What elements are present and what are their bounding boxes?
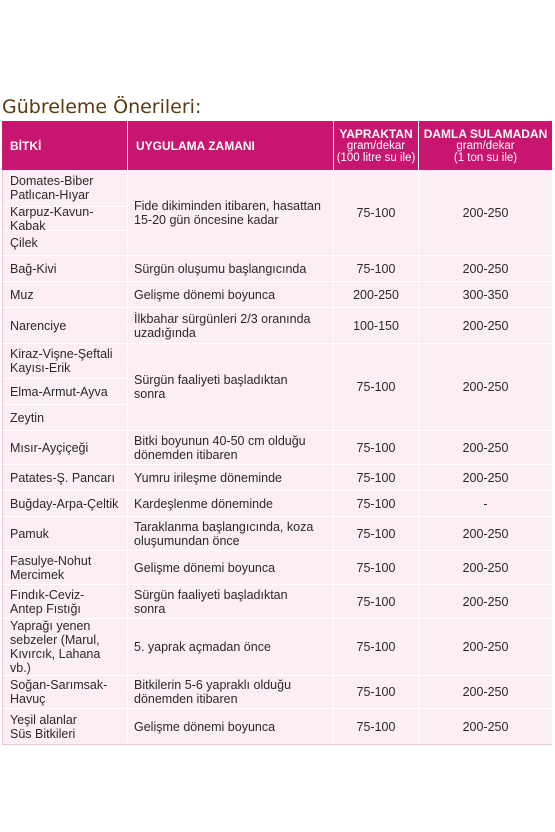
- crop-cell: [2, 517, 128, 551]
- crop-name: Mısır-Ayçiçeği: [10, 440, 89, 455]
- drip-dose: 200-250: [419, 465, 553, 491]
- timing-line: sonra: [134, 601, 166, 616]
- crop-cell: [2, 344, 128, 431]
- drip-dose: 200-250: [419, 344, 553, 431]
- crop-name: Elma-Armut-Ayva: [10, 384, 108, 399]
- fertilization-table: [2, 121, 553, 745]
- foliar-dose: 75-100: [334, 170, 419, 256]
- timing-line: Sürgün faaliyeti başladıktan: [134, 373, 288, 387]
- crop-name: Zeytin: [10, 410, 45, 425]
- crop-name: Süs Bitkileri: [10, 726, 76, 741]
- table-row: [2, 256, 553, 282]
- table-row: [2, 517, 553, 551]
- table-row: [2, 282, 553, 308]
- timing-cell: [128, 619, 334, 676]
- crop-cell: [2, 619, 128, 676]
- crop-name: Muz: [10, 287, 34, 302]
- timing-line: dönemden itibaren: [134, 692, 238, 706]
- drip-dose: 200-250: [419, 551, 553, 585]
- crop-subcell: [3, 170, 127, 207]
- crop-name: Domates-Biber: [10, 174, 94, 188]
- crop-name: Mercimek: [10, 567, 65, 582]
- foliar-dose: 75-100: [334, 619, 419, 676]
- crop-name: Pamuk: [10, 526, 49, 541]
- foliar-dose: 75-100: [334, 709, 419, 745]
- drip-dose: 300-350: [419, 282, 553, 308]
- timing-line: 5. yaprak açmadan önce: [134, 640, 271, 654]
- crop-cell: [2, 431, 128, 465]
- header-foliar-unit: gram/dekar: [346, 139, 406, 152]
- foliar-dose: 75-100: [334, 491, 419, 517]
- timing-cell: [128, 551, 334, 585]
- timing-cell: [128, 431, 334, 465]
- timing-cell: [128, 465, 334, 491]
- foliar-dose: 75-100: [334, 465, 419, 491]
- timing-cell: [128, 585, 334, 619]
- crop-name: Antep Fıstığı: [10, 601, 81, 616]
- header-drip-title: DAMLA SULAMADAN: [423, 126, 548, 141]
- header-drip-unit: gram/dekar: [456, 139, 515, 152]
- crop-cell: [2, 282, 128, 308]
- timing-cell: [128, 256, 334, 282]
- foliar-dose: 75-100: [334, 551, 419, 585]
- crop-subcell: [3, 379, 127, 405]
- foliar-dose: 75-100: [334, 344, 419, 431]
- table-row: [2, 431, 553, 465]
- table-row: [2, 676, 553, 709]
- table-row: [2, 619, 553, 676]
- timing-line: 15-20 gün öncesine kadar: [134, 212, 279, 227]
- timing-line: Gelişme dönemi boyunca: [134, 719, 276, 734]
- timing-line: Bitkilerin 5-6 yapraklı olduğu: [134, 678, 292, 692]
- page-title: Gübreleme Önerileri:: [2, 96, 202, 118]
- drip-dose: 200-250: [419, 308, 553, 344]
- drip-dose: 200-250: [419, 431, 553, 465]
- crop-cell: [2, 491, 128, 517]
- timing-line: oluşumundan önce: [134, 533, 240, 548]
- foliar-dose: 75-100: [334, 676, 419, 709]
- crop-name: Soğan-Sarımsak-: [10, 678, 108, 692]
- timing-line: Fide dikiminden itibaren, hasattan: [134, 198, 321, 213]
- header-crop: BİTKİ: [2, 121, 128, 170]
- drip-dose: 200-250: [419, 517, 553, 551]
- table-row: [2, 308, 553, 344]
- crop-name: Fasulye-Nohut: [10, 553, 92, 568]
- crop-name: Kayısı-Erik: [10, 361, 71, 375]
- crop-cell: [2, 170, 128, 256]
- timing-cell: [128, 709, 334, 745]
- foliar-dose: 200-250: [334, 282, 419, 308]
- timing-line: Taraklanma başlangıcında, koza: [134, 519, 314, 534]
- timing-cell: [128, 344, 334, 431]
- drip-dose: 200-250: [419, 676, 553, 709]
- foliar-dose: 75-100: [334, 256, 419, 282]
- header-application-time: UYGULAMA ZAMANI: [128, 121, 334, 170]
- foliar-dose: 75-100: [334, 431, 419, 465]
- crop-name: Fındık-Ceviz-: [10, 587, 85, 602]
- timing-line: İlkbahar sürgünleri 2/3 oranında: [134, 311, 311, 326]
- timing-line: Bitki boyunun 40-50 cm olduğu: [134, 433, 306, 448]
- crop-name: Kiraz-Vişne-Şeftali: [10, 347, 113, 361]
- crop-name: Havuç: [10, 692, 46, 706]
- drip-dose: 200-250: [419, 585, 553, 619]
- crop-name: Bağ-Kivi: [10, 261, 57, 276]
- timing-line: Kardeşlenme döneminde: [134, 496, 273, 511]
- header-foliar-title: YAPRAKTAN: [339, 126, 413, 141]
- crop-name: Narenciye: [10, 318, 67, 333]
- header-foliar: [334, 121, 419, 170]
- crop-name: Yaprağı yenen: [10, 619, 91, 633]
- timing-line: Gelişme dönemi boyunca: [134, 560, 276, 575]
- crop-name: Patates-Ş. Pancarı: [10, 470, 115, 485]
- drip-dose: 200-250: [419, 709, 553, 745]
- header-foliar-note: (100 litre su ile): [336, 151, 416, 164]
- crop-cell: [2, 585, 128, 619]
- drip-dose: -: [419, 491, 553, 517]
- table-header-row: [2, 121, 553, 170]
- crop-name: Yeşil alanlar: [10, 712, 77, 727]
- crop-cell: [2, 709, 128, 745]
- timing-line: Gelişme dönemi boyunca: [134, 287, 276, 302]
- crop-cell: [2, 676, 128, 709]
- crop-name: Kıvırcık, Lahana vb.): [10, 647, 101, 675]
- crop-subcell: [3, 231, 127, 255]
- timing-line: Sürgün faaliyeti başladıktan: [134, 587, 288, 602]
- table-row: [2, 709, 553, 745]
- timing-line: sonra: [134, 387, 166, 401]
- timing-cell: [128, 282, 334, 308]
- crop-name: Buğday-Arpa-Çeltik: [10, 496, 119, 511]
- crop-name: Patlıcan-Hıyar: [10, 188, 90, 202]
- header-drip: [419, 121, 553, 170]
- header-drip-note: (1 ton su ile): [453, 151, 518, 164]
- timing-cell: [128, 517, 334, 551]
- foliar-dose: 100-150: [334, 308, 419, 344]
- foliar-dose: 75-100: [334, 585, 419, 619]
- timing-line: uzadığında: [134, 325, 196, 340]
- timing-line: Yumru irileşme döneminde: [134, 470, 282, 485]
- timing-cell: [128, 676, 334, 709]
- table-row: [2, 465, 553, 491]
- crop-subcell: [3, 405, 127, 430]
- crop-cell: [2, 308, 128, 344]
- crop-name: Karpuz-Kavun-Kabak: [10, 204, 94, 233]
- crop-subcell: [3, 344, 127, 379]
- table-row: [2, 551, 553, 585]
- timing-line: Sürgün oluşumu başlangıcında: [134, 261, 307, 276]
- drip-dose: 200-250: [419, 256, 553, 282]
- crop-name: sebzeler (Marul,: [10, 633, 100, 647]
- timing-line: dönemden itibaren: [134, 447, 238, 462]
- crop-cell: [2, 256, 128, 282]
- timing-cell: [128, 308, 334, 344]
- crop-subcell: [3, 204, 127, 233]
- timing-cell: [128, 491, 334, 517]
- table-row: [2, 344, 553, 431]
- crop-name: Çilek: [10, 236, 38, 250]
- table-row: [2, 491, 553, 517]
- crop-cell: [2, 465, 128, 491]
- drip-dose: 200-250: [419, 170, 553, 256]
- drip-dose: 200-250: [419, 619, 553, 676]
- timing-cell: [128, 170, 334, 256]
- crop-cell: [2, 551, 128, 585]
- foliar-dose: 75-100: [334, 517, 419, 551]
- table-row: [2, 170, 553, 256]
- table-row: [2, 585, 553, 619]
